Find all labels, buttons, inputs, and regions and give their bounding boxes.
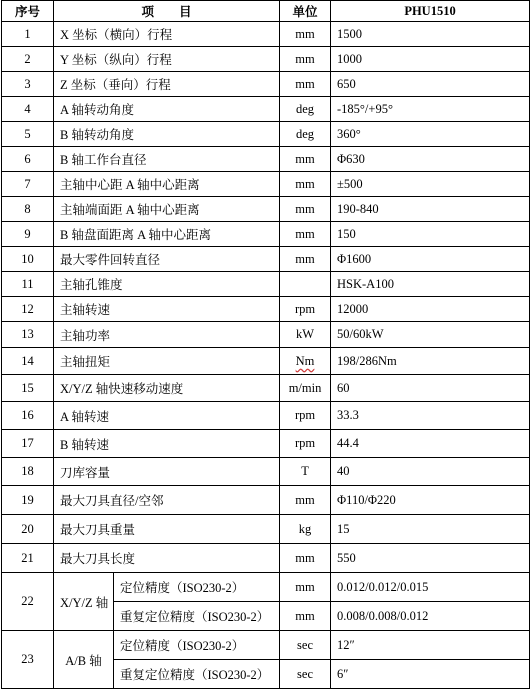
row-unit: mm — [280, 172, 331, 197]
row-unit: mm — [280, 197, 331, 222]
row-item: A 轴转速 — [54, 402, 280, 430]
row-value: 50/60kW — [331, 322, 530, 348]
row-number: 5 — [2, 122, 54, 147]
row-number: 3 — [2, 72, 54, 97]
row-number: 13 — [2, 322, 54, 348]
row-unit: mm — [280, 573, 331, 602]
table-row — [2, 22, 530, 47]
table-row — [2, 430, 530, 458]
row-unit — [280, 272, 331, 297]
table-row — [2, 375, 530, 402]
group-label: X/Y/Z 轴 — [54, 573, 114, 631]
row-value: 1500 — [331, 22, 530, 47]
table-row — [2, 172, 530, 197]
row-value: Φ630 — [331, 147, 530, 172]
header-item: 项 目 — [54, 1, 280, 22]
row-unit: T — [280, 458, 331, 486]
header-no: 序号 — [2, 1, 54, 22]
row-item: B 轴转动角度 — [54, 122, 280, 147]
unit-text: Nm — [295, 353, 315, 368]
table-row — [2, 222, 530, 247]
row-value: 15 — [331, 515, 530, 544]
row-number: 14 — [2, 348, 54, 375]
row-number: 9 — [2, 222, 54, 247]
row-unit: rpm — [280, 430, 331, 458]
row-value: 6″ — [331, 660, 530, 689]
sub-item: 重复定位精度（ISO230-2） — [114, 602, 280, 631]
row-value: ±500 — [331, 172, 530, 197]
row-number: 6 — [2, 147, 54, 172]
row-number: 10 — [2, 247, 54, 272]
table-row — [2, 247, 530, 272]
row-unit: deg — [280, 97, 331, 122]
row-unit: rpm — [280, 402, 331, 430]
row-value: 198/286Nm — [331, 348, 530, 375]
row-value: HSK-A100 — [331, 272, 530, 297]
row-unit: mm — [280, 47, 331, 72]
row-number: 1 — [2, 22, 54, 47]
sub-item: 重复定位精度（ISO230-2） — [114, 660, 280, 689]
row-item: 主轴转速 — [54, 297, 280, 322]
row-value: 360° — [331, 122, 530, 147]
table-row — [2, 72, 530, 97]
table-row — [2, 322, 530, 348]
table-row — [2, 47, 530, 72]
row-item: B 轴工作台直径 — [54, 147, 280, 172]
row-unit: sec — [280, 660, 331, 689]
row-value: 550 — [331, 544, 530, 573]
row-unit: m/min — [280, 375, 331, 402]
row-item: B 轴盘面距离 A 轴中心距离 — [54, 222, 280, 247]
header-row — [2, 1, 530, 22]
group-row — [2, 573, 530, 602]
row-item: A 轴转动角度 — [54, 97, 280, 122]
row-value: 33.3 — [331, 402, 530, 430]
row-number: 11 — [2, 272, 54, 297]
row-number: 2 — [2, 47, 54, 72]
row-number: 17 — [2, 430, 54, 458]
table-row — [2, 97, 530, 122]
group-row — [2, 631, 530, 660]
row-number: 4 — [2, 97, 54, 122]
group-label: A/B 轴 — [54, 631, 114, 689]
header-unit: 单位 — [280, 1, 331, 22]
row-value: 40 — [331, 458, 530, 486]
row-item: 最大刀具重量 — [54, 515, 280, 544]
row-number: 23 — [2, 631, 54, 689]
row-item: 主轴端面距 A 轴中心距离 — [54, 197, 280, 222]
table-row — [2, 515, 530, 544]
table-row — [2, 197, 530, 222]
table-row — [2, 297, 530, 322]
table-body — [2, 22, 530, 689]
row-unit — [280, 348, 331, 375]
row-value: 0.012/0.012/0.015 — [331, 573, 530, 602]
row-value: 12″ — [331, 631, 530, 660]
row-value: Φ1600 — [331, 247, 530, 272]
row-unit: mm — [280, 147, 331, 172]
row-number: 18 — [2, 458, 54, 486]
header-model: PHU1510 — [331, 1, 530, 22]
table-row — [2, 348, 530, 375]
row-item: 主轴中心距 A 轴中心距离 — [54, 172, 280, 197]
row-value: 150 — [331, 222, 530, 247]
table-row — [2, 402, 530, 430]
row-unit: mm — [280, 222, 331, 247]
row-number: 20 — [2, 515, 54, 544]
row-unit: mm — [280, 544, 331, 573]
row-number: 22 — [2, 573, 54, 631]
row-unit: mm — [280, 72, 331, 97]
row-item: 主轴孔锥度 — [54, 272, 280, 297]
spec-table — [1, 0, 530, 689]
row-value: 44.4 — [331, 430, 530, 458]
row-unit: mm — [280, 247, 331, 272]
row-number: 15 — [2, 375, 54, 402]
row-item: X 坐标（横向）行程 — [54, 22, 280, 47]
table-row — [2, 544, 530, 573]
row-unit: sec — [280, 631, 331, 660]
table-row — [2, 122, 530, 147]
row-unit: kg — [280, 515, 331, 544]
row-unit: mm — [280, 602, 331, 631]
row-number: 7 — [2, 172, 54, 197]
row-unit: rpm — [280, 297, 331, 322]
row-value: 1000 — [331, 47, 530, 72]
row-number: 16 — [2, 402, 54, 430]
row-unit: mm — [280, 486, 331, 515]
row-value: -185°/+95° — [331, 97, 530, 122]
row-item: 最大刀具长度 — [54, 544, 280, 573]
row-unit: mm — [280, 22, 331, 47]
row-item: 刀库容量 — [54, 458, 280, 486]
sub-item: 定位精度（ISO230-2） — [114, 631, 280, 660]
row-unit: kW — [280, 322, 331, 348]
row-item: 主轴功率 — [54, 322, 280, 348]
row-value: 12000 — [331, 297, 530, 322]
row-value: 60 — [331, 375, 530, 402]
row-unit: deg — [280, 122, 331, 147]
row-number: 8 — [2, 197, 54, 222]
table-row — [2, 458, 530, 486]
row-number: 21 — [2, 544, 54, 573]
row-item: B 轴转速 — [54, 430, 280, 458]
table-row — [2, 486, 530, 515]
row-value: 650 — [331, 72, 530, 97]
sub-item: 定位精度（ISO230-2） — [114, 573, 280, 602]
row-item: Y 坐标（纵向）行程 — [54, 47, 280, 72]
row-number: 12 — [2, 297, 54, 322]
row-item: X/Y/Z 轴快速移动速度 — [54, 375, 280, 402]
row-item: 最大零件回转直径 — [54, 247, 280, 272]
row-item: 主轴扭矩 — [54, 348, 280, 375]
row-value: 190-840 — [331, 197, 530, 222]
row-item: Z 坐标（垂向）行程 — [54, 72, 280, 97]
row-value: Φ110/Φ220 — [331, 486, 530, 515]
table-row — [2, 147, 530, 172]
row-number: 19 — [2, 486, 54, 515]
row-item: 最大刀具直径/空邻 — [54, 486, 280, 515]
row-value: 0.008/0.008/0.012 — [331, 602, 530, 631]
table-row — [2, 272, 530, 297]
